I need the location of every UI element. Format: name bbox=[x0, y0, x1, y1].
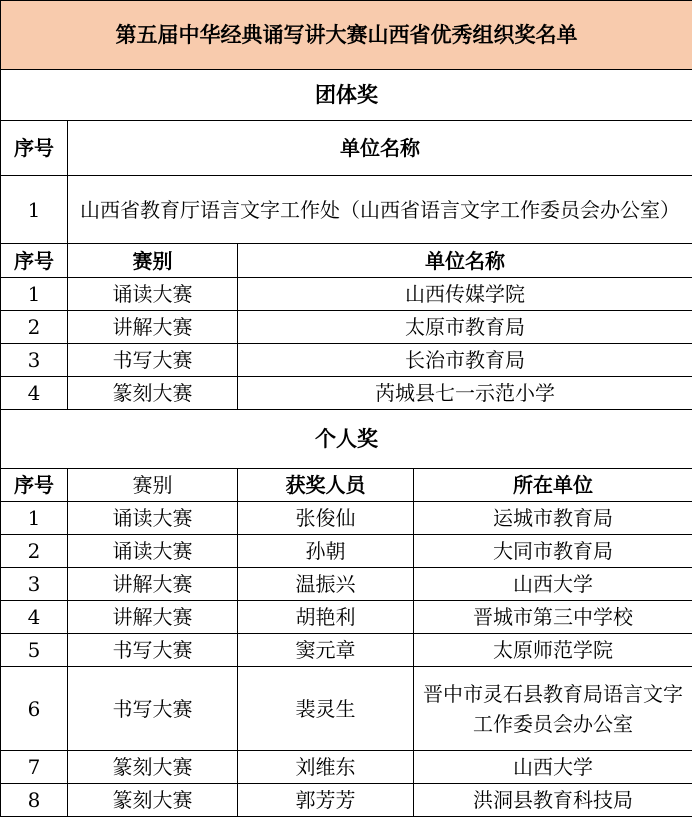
unit-cell: 大同市教育局 bbox=[414, 535, 692, 568]
individual-header-seq: 序号 bbox=[1, 469, 68, 502]
document-title: 第五届中华经典诵写讲大赛山西省优秀组织奖名单 bbox=[1, 1, 692, 70]
seq-cell: 4 bbox=[1, 377, 68, 410]
category-cell: 诵读大赛 bbox=[68, 502, 238, 535]
table-row bbox=[1, 568, 692, 601]
table-row bbox=[1, 278, 692, 311]
unit-cell: 芮城县七一示范小学 bbox=[238, 377, 692, 410]
category-cell: 讲解大赛 bbox=[68, 311, 238, 344]
individual-header-person: 获奖人员 bbox=[238, 469, 414, 502]
seq-cell: 2 bbox=[1, 535, 68, 568]
group-header2-seq: 序号 bbox=[1, 244, 68, 278]
seq-cell: 7 bbox=[1, 751, 68, 784]
person-cell: 裴灵生 bbox=[238, 667, 414, 751]
unit-cell: 晋中市灵石县教育局语言文字工作委员会办公室 bbox=[414, 667, 692, 751]
unit-cell: 山西传媒学院 bbox=[238, 278, 692, 311]
seq-cell: 5 bbox=[1, 634, 68, 667]
group-award-section-title: 团体奖 bbox=[1, 70, 692, 121]
seq-cell: 1 bbox=[1, 502, 68, 535]
unit-cell: 太原师范学院 bbox=[414, 634, 692, 667]
unit-cell: 长治市教育局 bbox=[238, 344, 692, 377]
unit-cell: 山西大学 bbox=[414, 751, 692, 784]
person-cell: 刘维东 bbox=[238, 751, 414, 784]
table-row bbox=[1, 377, 692, 410]
seq-cell: 6 bbox=[1, 667, 68, 751]
unit-cell: 洪洞县教育科技局 bbox=[414, 784, 692, 817]
individual-header-category: 赛别 bbox=[68, 469, 238, 502]
group-header2-category: 赛别 bbox=[68, 244, 238, 278]
table-row bbox=[1, 311, 692, 344]
seq-cell: 8 bbox=[1, 784, 68, 817]
group-row-seq: 1 bbox=[1, 176, 68, 244]
category-cell: 书写大赛 bbox=[68, 634, 238, 667]
person-cell: 胡艳利 bbox=[238, 601, 414, 634]
table-row bbox=[1, 344, 692, 377]
seq-cell: 4 bbox=[1, 601, 68, 634]
category-cell: 书写大赛 bbox=[68, 667, 238, 751]
seq-cell: 1 bbox=[1, 278, 68, 311]
person-cell: 孙朝 bbox=[238, 535, 414, 568]
category-cell: 篆刻大赛 bbox=[68, 784, 238, 817]
group-header-seq: 序号 bbox=[1, 121, 68, 176]
group-header-unit: 单位名称 bbox=[68, 121, 692, 176]
table-row bbox=[1, 784, 692, 817]
table-row bbox=[1, 751, 692, 784]
table-row bbox=[1, 667, 692, 751]
seq-cell: 3 bbox=[1, 344, 68, 377]
category-cell: 讲解大赛 bbox=[68, 568, 238, 601]
table-row bbox=[1, 601, 692, 634]
seq-cell: 2 bbox=[1, 311, 68, 344]
group-header2-unit: 单位名称 bbox=[238, 244, 692, 278]
category-cell: 篆刻大赛 bbox=[68, 377, 238, 410]
individual-header-unit: 所在单位 bbox=[414, 469, 692, 502]
category-cell: 篆刻大赛 bbox=[68, 751, 238, 784]
unit-cell: 运城市教育局 bbox=[414, 502, 692, 535]
person-cell: 张俊仙 bbox=[238, 502, 414, 535]
unit-cell: 山西大学 bbox=[414, 568, 692, 601]
category-cell: 诵读大赛 bbox=[68, 278, 238, 311]
table-row bbox=[1, 535, 692, 568]
unit-cell: 太原市教育局 bbox=[238, 311, 692, 344]
group-row-unit: 山西省教育厅语言文字工作处（山西省语言文字工作委员会办公室） bbox=[68, 176, 692, 244]
category-cell: 讲解大赛 bbox=[68, 601, 238, 634]
person-cell: 窦元章 bbox=[238, 634, 414, 667]
seq-cell: 3 bbox=[1, 568, 68, 601]
individual-award-section-title: 个人奖 bbox=[1, 410, 692, 469]
unit-cell: 晋城市第三中学校 bbox=[414, 601, 692, 634]
person-cell: 温振兴 bbox=[238, 568, 414, 601]
table-row bbox=[1, 502, 692, 535]
category-cell: 诵读大赛 bbox=[68, 535, 238, 568]
table-row bbox=[1, 634, 692, 667]
category-cell: 书写大赛 bbox=[68, 344, 238, 377]
person-cell: 郭芳芳 bbox=[238, 784, 414, 817]
